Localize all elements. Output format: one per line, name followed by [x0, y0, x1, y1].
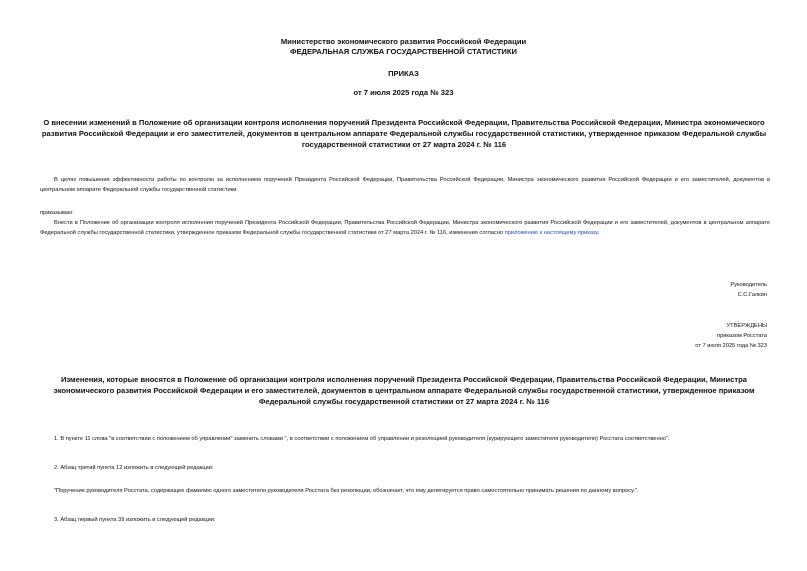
approved-block — [695, 321, 767, 351]
order-word: приказываю: — [40, 210, 74, 216]
service-name: ФЕДЕРАЛЬНАЯ СЛУЖБА ГОСУДАРСТВЕННОЙ СТАТИСТИКИ — [290, 47, 517, 56]
approved-line2: приказом Росстата — [716, 333, 767, 339]
doc-date-number: от 7 июля 2025 года № 323 — [353, 88, 454, 97]
signature-position: Руководитель — [730, 282, 767, 288]
signature-name: С.С.Галкин — [737, 292, 767, 298]
header-block — [0, 37, 807, 57]
ministry-name: Министерство экономического развития Российской Федерации — [280, 37, 527, 46]
order-text: Внести в Положение об организации контроля исполнения поручений Президента Российской Федерации, Правительства Российской Федерации, Министра экономического развития Российской Федерации и его заместителей, документов в центральном аппарате Федеральной службы государственной статистики, утвержденное приказом Федеральной службы государственной статистики от 27 марта 2024 г. № 116, изменения согласно — [40, 220, 770, 236]
doc-type: ПРИКАЗ — [388, 69, 419, 78]
approved-line1: УТВЕРЖДЕНЫ — [726, 323, 767, 329]
intro-paragraph: В целях повышения эффективности работы по контролю за исполнением поручений Президента Российской Федерации, Правительства Российской Федерации, Министра экономического развития Российской Федерации и его заместителей, документов в центральном аппарате Федеральной службы государственной статистики — [40, 177, 770, 193]
change-item-4: 3. Абзац первый пункта 39 изложить в следующей редакции: — [54, 517, 216, 523]
order-paragraph — [40, 218, 770, 238]
signature-block — [730, 280, 767, 300]
change-item-2: 2. Абзац третий пункта 12 изложить в следующей редакции: — [54, 465, 214, 471]
change-item-1: 1. В пункте 11 слова "в соответствии с положением об управлении" заменить словами ", в соответствии с положением об управлении и резолюцией руководителя (курирующего заместителя руководителя) Росстата соответственно". — [54, 436, 670, 442]
change-item-3: "Поручение руководителя Росстата, содержащее фамилию одного заместителя руководителя Росстата без резолюции, обозначает, что ему делегируется право самостоятельно принимать решения по данному вопросу.". — [54, 488, 639, 494]
changes-title: Изменения, которые вносятся в Положение об организации контроля исполнения поручений Президента Российской Федерации, Правительства Российской Федерации, Министра экономического развития Российской Федерации и его заместителей, документов в центральном аппарате Федеральной службы государственной статистики, утвержденное приказом Федеральной службы государственной статистики от 27 марта 2024 г. № 116 — [53, 375, 755, 406]
order-end: . — [597, 230, 600, 236]
doc-title: О внесении изменений в Положение об организации контроля исполнения поручений Президента Российской Федерации, Правительства Российской Федерации, Министра экономического развития Российской Федерации и его заместителей, документов в центральном аппарате Федеральной службы государственной статистики, утвержденное приказом Федеральной службы государственной статистики от 27 марта 2024 г. № 116 — [41, 118, 767, 149]
approved-line3: от 7 июля 2025 года № 323 — [695, 343, 767, 349]
appendix-link[interactable]: приложению к настоящему приказу — [504, 230, 598, 236]
